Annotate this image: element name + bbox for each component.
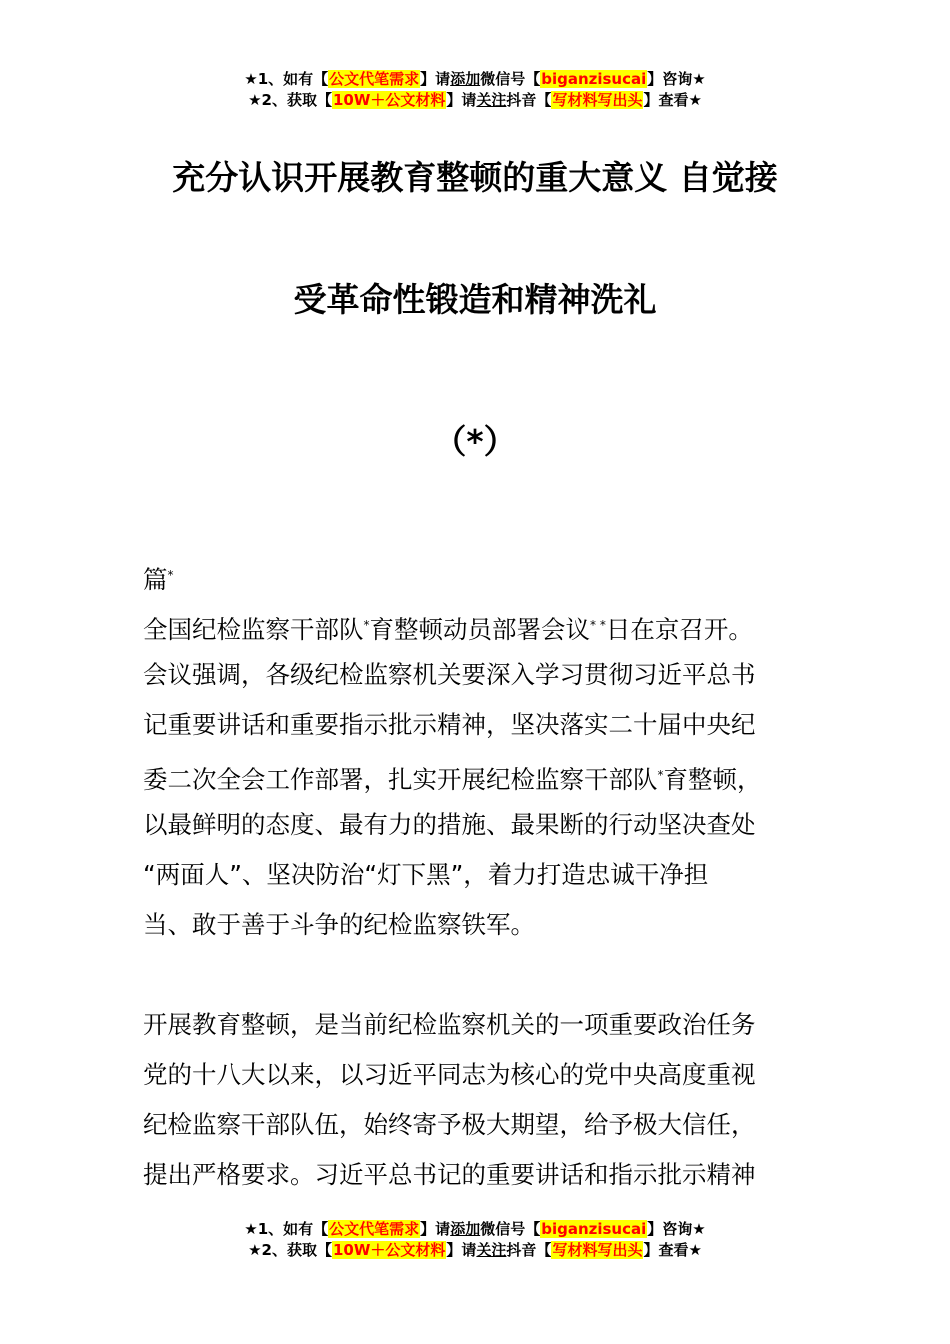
paragraph-line: 提出严格要求。习近平总书记的重要讲话和指示批示精神 bbox=[143, 1160, 756, 1189]
paragraph-line: 记重要讲话和重要指示批示精神，坚决落实二十届中央纪 bbox=[143, 710, 756, 739]
highlight-service: 公文代笔需求 bbox=[329, 70, 420, 88]
banner-text: ★2、获取【 bbox=[248, 1241, 332, 1259]
paragraph-line: 以最鲜明的态度、最有力的措施、最果断的行动坚决查处 bbox=[143, 810, 756, 839]
section-label bbox=[143, 550, 808, 600]
banner-text: 】请 bbox=[420, 1220, 451, 1238]
banner-text: 】请 bbox=[420, 70, 451, 88]
highlight-materials: 10W＋公文材料 bbox=[332, 1241, 446, 1259]
document-title-line-1: 充分认识开展教育整顿的重大意义 自觉接 bbox=[172, 158, 778, 197]
paragraph-2 bbox=[143, 1000, 808, 1200]
banner-text: 】查看★ bbox=[643, 91, 702, 109]
banner-line-2 bbox=[0, 90, 950, 111]
paragraph-line: 开展教育整顿，是当前纪检监察机关的一项重要政治任务 bbox=[143, 1010, 756, 1039]
highlight-wechat-id: biganzisucai bbox=[541, 1220, 647, 1238]
redaction-mark: * bbox=[657, 768, 664, 782]
paragraph-line: “两面人”、坚决防治“灯下黑”，着力打造忠诚干净担 bbox=[143, 860, 709, 889]
banner-underlined: 添加 bbox=[450, 70, 481, 88]
paragraph-line: 纪检监察干部队伍，始终寄予极大期望，给予极大信任， bbox=[143, 1110, 756, 1139]
redaction-mark: * bbox=[363, 618, 370, 632]
paragraph-line: 会议强调，各级纪检监察机关要深入学习贯彻习近平总书 bbox=[143, 660, 756, 689]
banner-underlined: 关注 bbox=[476, 91, 507, 109]
redaction-mark: * * bbox=[590, 618, 606, 632]
text-run: 育整顿动员部署会议 bbox=[369, 615, 590, 644]
top-banner bbox=[0, 69, 950, 111]
text-run: 全国纪检监察干部队 bbox=[143, 615, 364, 644]
paragraph-line bbox=[143, 750, 808, 800]
text-run: 委二次全会工作部署，扎实开展纪检监察干部队 bbox=[143, 765, 658, 794]
banner-text: ★1、如有【 bbox=[244, 1220, 329, 1238]
paragraph-line bbox=[143, 600, 808, 650]
banner-underlined: 添加 bbox=[450, 1220, 481, 1238]
highlight-douyin: 写材料写出头 bbox=[552, 1241, 643, 1259]
highlight-service: 公文代笔需求 bbox=[329, 1220, 420, 1238]
bottom-banner bbox=[0, 1219, 950, 1261]
paragraph-line: 当、敢于善于斗争的纪检监察铁军。 bbox=[143, 910, 535, 939]
redaction-mark: * bbox=[167, 568, 174, 582]
banner-text: 】请 bbox=[446, 1241, 477, 1259]
banner-line-1 bbox=[0, 69, 950, 90]
banner-line-2 bbox=[0, 1240, 950, 1261]
banner-text: ★2、获取【 bbox=[248, 91, 332, 109]
paragraph-line: 党的十八大以来，以习近平同志为核心的党中央高度重视 bbox=[143, 1060, 756, 1089]
banner-text: 微信号【 bbox=[480, 1220, 541, 1238]
banner-text: ★1、如有【 bbox=[244, 70, 329, 88]
paragraph-1 bbox=[143, 600, 808, 950]
banner-text: 】咨询★ bbox=[647, 70, 706, 88]
banner-text: 抖音【 bbox=[506, 1241, 552, 1259]
text-run: 育整顿， bbox=[663, 765, 762, 794]
banner-line-1 bbox=[0, 1219, 950, 1240]
label-text: 篇 bbox=[143, 565, 168, 594]
banner-text: 抖音【 bbox=[506, 91, 552, 109]
banner-text: 】查看★ bbox=[643, 1241, 702, 1259]
document-title-line-3: （*） bbox=[433, 422, 517, 461]
text-run: 日在京召开。 bbox=[605, 615, 753, 644]
banner-underlined: 关注 bbox=[476, 1241, 507, 1259]
highlight-douyin: 写材料写出头 bbox=[552, 91, 643, 109]
banner-text: 】请 bbox=[446, 91, 477, 109]
banner-text: 】咨询★ bbox=[647, 1220, 706, 1238]
highlight-materials: 10W＋公文材料 bbox=[332, 91, 446, 109]
document-title-line-2: 受革命性锻造和精神洗礼 bbox=[293, 280, 657, 319]
banner-text: 微信号【 bbox=[480, 70, 541, 88]
highlight-wechat-id: biganzisucai bbox=[541, 70, 647, 88]
